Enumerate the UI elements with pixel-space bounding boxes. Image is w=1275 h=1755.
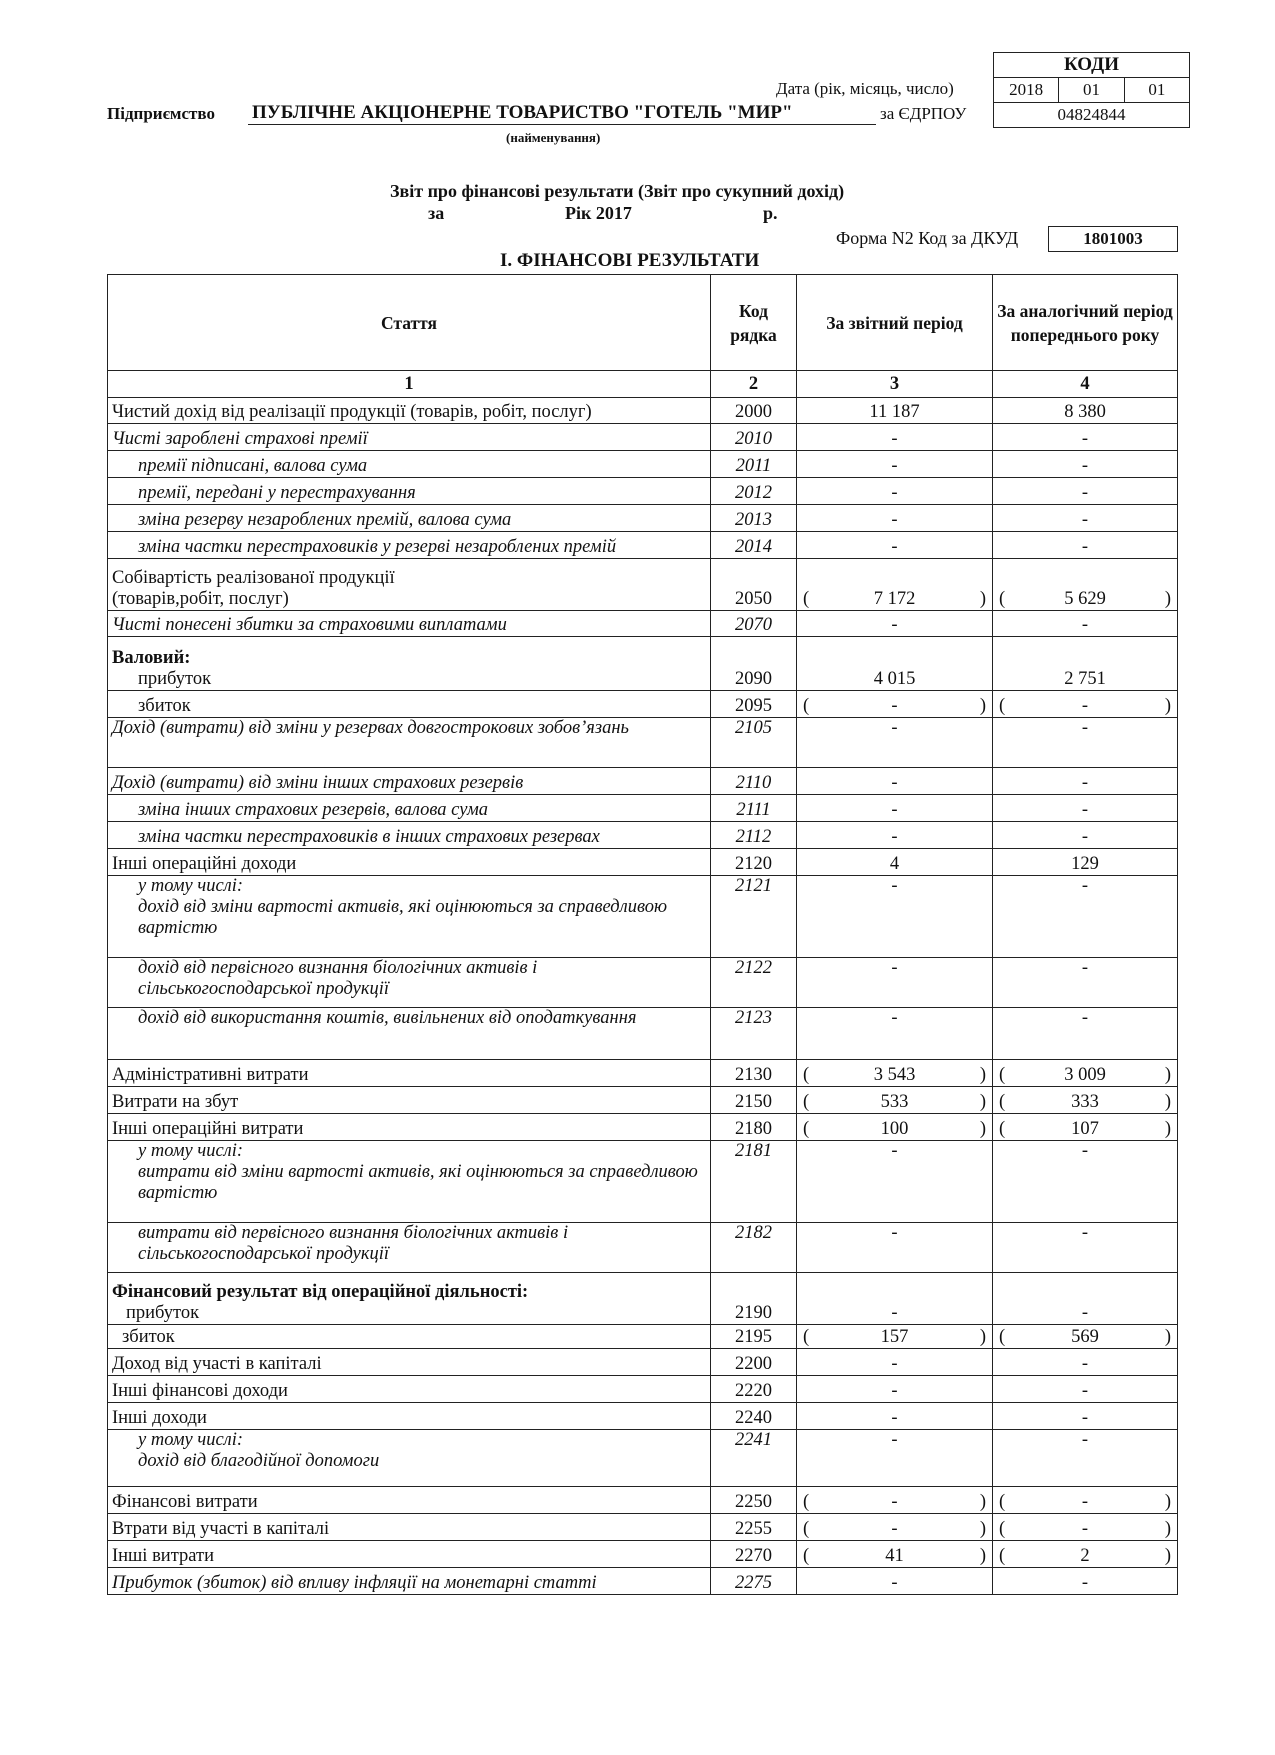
row-label: Дохід (витрати) від зміни у резервах довгострокових зобов’язань: [108, 718, 711, 768]
row-label: Інші доходи: [108, 1403, 711, 1430]
header-current: За звітний період: [797, 275, 993, 371]
row-label: Чисті зароблені страхові премії: [108, 424, 711, 451]
table-row: [108, 559, 1178, 611]
table-row: [108, 1430, 1178, 1487]
row-previous: ( 3 009 ): [993, 1060, 1178, 1087]
row-previous: -: [993, 1223, 1178, 1273]
table-row: [108, 398, 1178, 424]
row-previous: -: [993, 822, 1178, 849]
row-current: ( 41 ): [797, 1541, 993, 1568]
table-row: [108, 505, 1178, 532]
row-current: -: [797, 1349, 993, 1376]
row-previous: -: [993, 424, 1178, 451]
row-code: 2182: [711, 1223, 797, 1273]
row-previous-value: 3 009: [1064, 1065, 1106, 1085]
row-previous: -: [993, 1430, 1178, 1487]
row-label: Чистий дохід від реалізації продукції (товарів, робіт, послуг): [108, 398, 711, 424]
row-previous: -: [993, 876, 1178, 958]
row-code: 2112: [711, 822, 797, 849]
row-label: Адміністративні витрати: [108, 1060, 711, 1087]
row-current: ( 100 ): [797, 1114, 993, 1141]
report-period: Рік 2017: [565, 203, 632, 223]
row-label: [108, 1141, 711, 1223]
table-row: [108, 1568, 1178, 1595]
row-previous: ( 333 ): [993, 1087, 1178, 1114]
row-label: премії підписані, валова сума: [108, 451, 711, 478]
row-previous: -: [993, 795, 1178, 822]
table-row: [108, 1141, 1178, 1223]
table-row: [108, 1376, 1178, 1403]
table-row: [108, 958, 1178, 1008]
table-row: [108, 637, 1178, 691]
row-current: -: [797, 1430, 993, 1487]
row-current: -: [797, 958, 993, 1008]
row-label: [108, 876, 711, 958]
row-group-title: Фінансовий результат від операційної діяльності:: [112, 1282, 529, 1302]
table-row: [108, 451, 1178, 478]
row-previous: -: [993, 532, 1178, 559]
row-current-value: 3 543: [873, 1065, 916, 1085]
codes-box: [993, 52, 1190, 128]
row-code: 2095: [711, 691, 797, 718]
row-label: Витрати на збут: [108, 1087, 711, 1114]
row-previous: -: [993, 1568, 1178, 1595]
row-label: витрати від первісного визнання біологічних активів і сільськогосподарської продукції: [108, 1223, 711, 1273]
row-code: 2070: [711, 611, 797, 637]
table-row: [108, 822, 1178, 849]
date-day: 01: [1148, 80, 1166, 99]
row-current-value: -: [891, 1519, 898, 1539]
codes-title: КОДИ: [994, 53, 1189, 78]
row-previous: ( 569 ): [993, 1325, 1178, 1349]
row-label: [108, 1273, 711, 1325]
row-previous: -: [993, 478, 1178, 505]
row-code: 2012: [711, 478, 797, 505]
row-code: 2122: [711, 958, 797, 1008]
row-current: -: [797, 795, 993, 822]
row-code: 2111: [711, 795, 797, 822]
table-row: [108, 1403, 1178, 1430]
row-current: -: [797, 1141, 993, 1223]
row-previous: ( - ): [993, 1514, 1178, 1541]
row-previous-value: -: [1081, 1492, 1089, 1512]
header-article: Стаття: [108, 275, 711, 371]
row-label-line: у тому числі:: [138, 876, 244, 896]
row-label-line: у тому числі:: [138, 1141, 244, 1161]
row-code: 2150: [711, 1087, 797, 1114]
row-previous: -: [993, 451, 1178, 478]
row-previous-value: 569: [1071, 1327, 1099, 1347]
row-label: Інші витрати: [108, 1541, 711, 1568]
row-label-line: прибуток: [138, 669, 212, 689]
row-code: 2011: [711, 451, 797, 478]
row-code: 2270: [711, 1541, 797, 1568]
row-previous: -: [993, 1403, 1178, 1430]
row-previous: -: [993, 1008, 1178, 1060]
row-code: 2250: [711, 1487, 797, 1514]
table-row: [108, 876, 1178, 958]
row-label: Дохід (витрати) від зміни інших страхових резервів: [108, 768, 711, 795]
row-previous: -: [993, 768, 1178, 795]
row-current: -: [797, 718, 993, 768]
row-code: 2130: [711, 1060, 797, 1087]
row-current: ( 7 172 ): [797, 559, 993, 611]
table-row: [108, 1325, 1178, 1349]
column-number: 1: [108, 371, 711, 398]
row-label: Чисті понесені збитки за страховими виплатами: [108, 611, 711, 637]
row-label: Інші фінансові доходи: [108, 1376, 711, 1403]
row-code: 2120: [711, 849, 797, 876]
table-row: [108, 424, 1178, 451]
row-label: [108, 637, 711, 691]
row-code: 2181: [711, 1141, 797, 1223]
row-previous-value: 107: [1071, 1119, 1099, 1139]
row-code: 2050: [711, 559, 797, 611]
row-current: -: [797, 611, 993, 637]
row-code: 2090: [711, 637, 797, 691]
row-current: -: [797, 876, 993, 958]
row-label-line: (товарів,робіт, послуг): [112, 589, 289, 609]
row-current: ( 157 ): [797, 1325, 993, 1349]
row-label-line: дохід від благодійної допомоги: [138, 1451, 380, 1471]
row-label: Втрати від участі в капіталі: [108, 1514, 711, 1541]
row-current: -: [797, 768, 993, 795]
row-code: 2123: [711, 1008, 797, 1060]
row-label: [108, 1430, 711, 1487]
edrpou-label: за ЄДРПОУ: [880, 104, 967, 123]
table-row: [108, 691, 1178, 718]
row-previous: -: [993, 1141, 1178, 1223]
row-current: -: [797, 1403, 993, 1430]
table-row: [108, 1060, 1178, 1087]
report-title: Звіт про фінансові результати (Звіт про сукупний дохід): [390, 181, 845, 201]
row-current: -: [797, 1223, 993, 1273]
row-code: 2014: [711, 532, 797, 559]
table-row: [108, 1487, 1178, 1514]
row-code: 2180: [711, 1114, 797, 1141]
period-prefix: за: [428, 203, 445, 223]
row-label: премії, передані у перестрахування: [108, 478, 711, 505]
row-previous: 8 380: [993, 398, 1178, 424]
dkud-code: 1801003: [1048, 226, 1178, 252]
row-label: зміна частки перестраховиків у резерві незароблених премій: [108, 532, 711, 559]
enterprise-label: Підприємство: [107, 104, 215, 123]
row-code: 2240: [711, 1403, 797, 1430]
row-label: Доход від участі в капіталі: [108, 1349, 711, 1376]
row-current-value: -: [891, 696, 898, 716]
row-previous: -: [993, 505, 1178, 532]
row-label: зміна інших страхових резервів, валова сума: [108, 795, 711, 822]
table-row: [108, 1349, 1178, 1376]
row-label: зміна резерву незароблених премій, валова сума: [108, 505, 711, 532]
row-code: 2190: [711, 1273, 797, 1325]
form-label: Форма N2 Код за ДКУД: [836, 228, 1019, 248]
row-label: Прибуток (збиток) від впливу інфляції на монетарні статті: [108, 1568, 711, 1595]
row-label: зміна частки перестраховиків в інших страхових резервах: [108, 822, 711, 849]
row-current-value: 7 172: [873, 589, 916, 609]
column-number: 4: [993, 371, 1178, 398]
row-code: 2000: [711, 398, 797, 424]
row-previous: -: [993, 718, 1178, 768]
row-code: 2275: [711, 1568, 797, 1595]
row-label: [108, 559, 711, 611]
row-current: -: [797, 1376, 993, 1403]
row-previous: -: [993, 1273, 1178, 1325]
row-previous-value: 333: [1071, 1092, 1099, 1112]
row-current-value: 100: [880, 1119, 909, 1139]
row-label: дохід від використання коштів, вивільнених від оподаткування: [108, 1008, 711, 1060]
row-code: 2121: [711, 876, 797, 958]
table-row: [108, 1541, 1178, 1568]
row-code: 2010: [711, 424, 797, 451]
row-previous: ( - ): [993, 1487, 1178, 1514]
row-code: 2110: [711, 768, 797, 795]
row-code: 2105: [711, 718, 797, 768]
row-label: дохід від первісного визнання біологічних активів і сільськогосподарської продукції: [108, 958, 711, 1008]
row-current: 4 015: [797, 637, 993, 691]
table-row: [108, 1273, 1178, 1325]
table-row: [108, 849, 1178, 876]
row-label-line: дохід від зміни вартості активів, які оцінюються за справедливою вартістю: [138, 897, 668, 938]
row-previous: ( 2 ): [993, 1541, 1178, 1568]
row-previous-value: -: [1081, 696, 1089, 716]
table-row: [108, 611, 1178, 637]
table-row: [108, 1514, 1178, 1541]
row-previous-value: 2: [1080, 1546, 1090, 1566]
row-current: -: [797, 451, 993, 478]
row-previous: 2 751: [993, 637, 1178, 691]
row-label-line: у тому числі:: [138, 1430, 244, 1450]
row-current: ( 533 ): [797, 1087, 993, 1114]
table-header-row: [108, 275, 1178, 371]
row-current: -: [797, 1273, 993, 1325]
row-current-value: 157: [880, 1327, 909, 1347]
row-previous: -: [993, 611, 1178, 637]
row-previous: -: [993, 1376, 1178, 1403]
enterprise-name: ПУБЛІЧНЕ АКЦІОНЕРНЕ ТОВАРИСТВО "ГОТЕЛЬ "МИР": [248, 102, 876, 125]
financial-results-table: [107, 274, 1178, 1595]
row-current: -: [797, 822, 993, 849]
row-code: 2013: [711, 505, 797, 532]
row-label-line: Собівартість реалізованої продукції: [112, 568, 395, 588]
table-row: [108, 1223, 1178, 1273]
edrpou-row: [994, 103, 1189, 127]
edrpou-code: 04824844: [1057, 105, 1126, 124]
row-previous: -: [993, 958, 1178, 1008]
header-code: Код рядка: [711, 275, 797, 371]
column-number: 3: [797, 371, 993, 398]
name-caption: (найменування): [506, 130, 601, 145]
table-row: [108, 532, 1178, 559]
table-row: [108, 1008, 1178, 1060]
row-previous: ( 5 629 ): [993, 559, 1178, 611]
date-label: Дата (рік, місяць, число): [776, 79, 954, 98]
table-row: [108, 718, 1178, 768]
row-label: Фінансові витрати: [108, 1487, 711, 1514]
row-label: Інші операційні витрати: [108, 1114, 711, 1141]
date-year: 2018: [994, 78, 1059, 102]
table-row: [108, 795, 1178, 822]
row-current-value: 41: [885, 1546, 904, 1566]
date-row: [994, 78, 1189, 103]
row-previous: ( - ): [993, 691, 1178, 718]
row-current: ( - ): [797, 1514, 993, 1541]
row-previous: -: [993, 1349, 1178, 1376]
column-number: 2: [711, 371, 797, 398]
table-row: [108, 1087, 1178, 1114]
row-code: 2255: [711, 1514, 797, 1541]
row-current: -: [797, 1568, 993, 1595]
table-row: [108, 478, 1178, 505]
table-row: [108, 768, 1178, 795]
period-suffix: р.: [763, 203, 778, 223]
row-label-line: витрати від зміни вартості активів, які оцінюються за справедливою вартістю: [138, 1162, 698, 1203]
row-code: 2195: [711, 1325, 797, 1349]
section-title: І. ФІНАНСОВІ РЕЗУЛЬТАТИ: [500, 250, 760, 271]
row-previous: 129: [993, 849, 1178, 876]
row-current: ( - ): [797, 1487, 993, 1514]
row-previous-value: 5 629: [1064, 589, 1106, 609]
row-code: 2241: [711, 1430, 797, 1487]
row-current: -: [797, 1008, 993, 1060]
row-current-value: 533: [880, 1092, 909, 1112]
row-current: ( - ): [797, 691, 993, 718]
row-previous: ( 107 ): [993, 1114, 1178, 1141]
row-label: збиток: [108, 1325, 711, 1349]
row-current: -: [797, 505, 993, 532]
row-label: Інші операційні доходи: [108, 849, 711, 876]
date-month: 01: [1059, 78, 1124, 102]
row-current: 11 187: [797, 398, 993, 424]
row-current: -: [797, 532, 993, 559]
row-current: -: [797, 478, 993, 505]
column-numbers-row: [108, 371, 1178, 398]
row-label: збиток: [108, 691, 711, 718]
row-code: 2220: [711, 1376, 797, 1403]
row-current-value: -: [891, 1492, 898, 1512]
row-group-title: Валовий:: [112, 648, 191, 668]
row-current: ( 3 543 ): [797, 1060, 993, 1087]
row-current: 4: [797, 849, 993, 876]
header-previous: За аналогічний період попереднього року: [993, 275, 1178, 371]
row-code: 2200: [711, 1349, 797, 1376]
row-previous-value: -: [1081, 1519, 1089, 1539]
row-current: -: [797, 424, 993, 451]
table-row: [108, 1114, 1178, 1141]
row-label-line: прибуток: [126, 1303, 200, 1323]
